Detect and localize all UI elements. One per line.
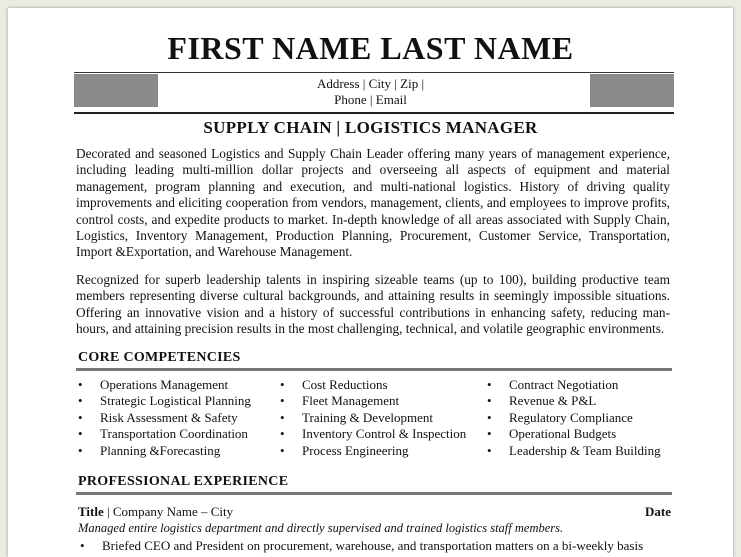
core-competencies-heading: CORE COMPETENCIES [78,350,241,365]
competency-item: • Transportation Coordination [76,426,251,442]
competency-item: • Revenue & P&L [485,393,661,409]
professional-headline: SUPPLY CHAIN | LOGISTICS MANAGER [203,118,538,137]
contact-line-address: Address | City | Zip | [316,76,425,91]
competency-item: • Leadership & Team Building [485,443,661,459]
professional-experience-rule [76,492,672,495]
competency-item: • Operational Budgets [485,426,661,442]
job-title: Title [78,504,104,519]
summary-paragraph-2: Recognized for superb leadership talents in inspiring sizeable teams (up to 100), building productive team members representing diverse cultural backgrounds, and attaining results in seemingly impossible situations. Offering an innovative vision and a history of successful contributions in enhancing safety, reducing man-hours, and attaining precision results in the most challenging, technical, and volatile geographic environments. [76,272,670,337]
competency-item: • Planning &Forecasting [76,443,251,459]
competency-item: • Cost Reductions [278,377,466,393]
job-title-line [78,504,233,520]
job-bullet: • Briefed CEO and President on procurement, warehouse, and transportation matters on a bi-weekly basis [78,538,643,554]
header-top-rule [74,72,674,73]
competencies-column-3 [485,377,661,459]
core-competencies-rule [76,368,672,371]
professional-experience-heading: PROFESSIONAL EXPERIENCE [78,474,289,489]
job-date: Date [645,504,671,519]
competency-item: • Contract Negotiation [485,377,661,393]
contact-line-phone-email: Phone | Email [334,92,407,107]
candidate-name: FIRST NAME LAST NAME [167,30,574,66]
competency-item: • Regulatory Compliance [485,410,661,426]
job-description: Managed entire logistics department and directly supervised and trained logistics staff members. [78,521,564,535]
competency-item: • Training & Development [278,410,466,426]
competency-item: • Inventory Control & Inspection [278,426,466,442]
resume-page [8,8,733,557]
job-company: | Company Name – City [107,504,234,519]
header-bottom-rule [74,112,674,114]
competency-item: • Process Engineering [278,443,466,459]
competency-item: • Fleet Management [278,393,466,409]
competency-item: • Operations Management [76,377,251,393]
competency-item: • Risk Assessment & Safety [76,410,251,426]
competencies-column-2 [278,377,466,459]
summary-paragraph-1: Decorated and seasoned Logistics and Supply Chain Leader offering many years of management experience, including leading multi-million dollar projects and overseeing all aspects of equipment and material management, program planning and execution, and multi-national logistics. History of driving quality improvements and eliciting cooperation from vendors, management, clients, and employees to improve profits, control costs, and expedite products to market. In-depth knowledge of all areas associated with Supply Chain, Logistics, Inventory Management, Production Planning, Procurement, Customer Service, Transportation, Import &Exportation, and Warehouse Management. [76,146,670,260]
competencies-column-1 [76,377,251,459]
competency-item: • Strategic Logistical Planning [76,393,251,409]
